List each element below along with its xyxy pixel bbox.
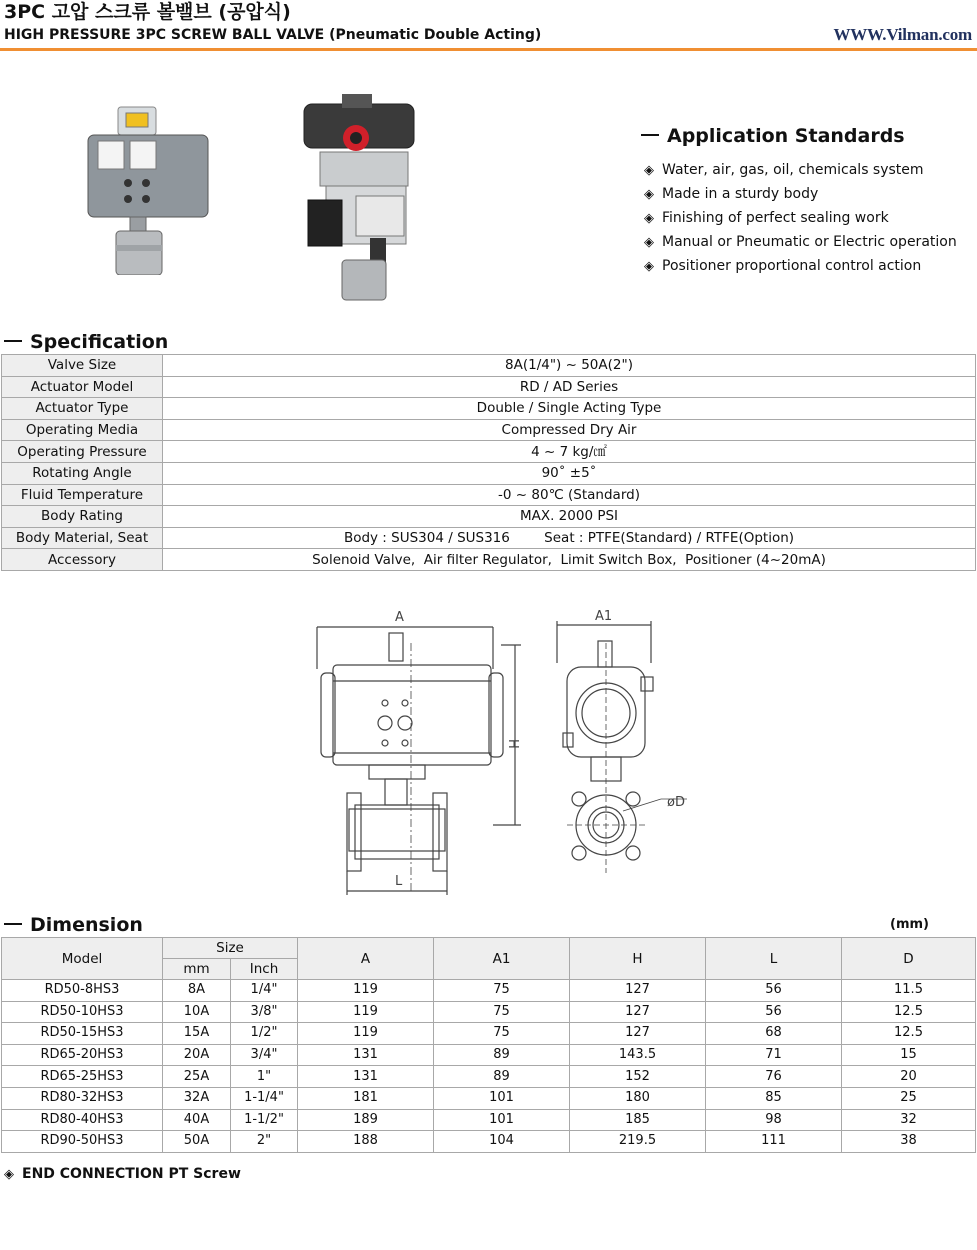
dim-label-h: H — [505, 739, 520, 749]
spec-value: MAX. 2000 PSI — [163, 506, 976, 528]
column-header-a: A — [298, 938, 434, 980]
table-row — [2, 355, 976, 377]
list-item: ◈ Positioner proportional control action — [644, 254, 957, 278]
end-connection-note: ◈ END CONNECTION PT Screw — [4, 1166, 241, 1182]
product-photo-accessories — [290, 88, 430, 303]
spec-value: 4 ~ 7 kg/㎠ — [163, 441, 976, 463]
specification-heading: Specification — [4, 331, 168, 353]
table-header-row — [2, 938, 976, 959]
spec-value: Body : SUS304 / SUS316 Seat : PTFE(Standard) / RTFE(Option) — [163, 527, 976, 549]
dim-label-d: øD — [667, 795, 685, 810]
dimension-table — [1, 937, 976, 1153]
table-row: RD65-25HS3 25A 1" 131 89 152 76 20 — [2, 1066, 976, 1088]
table-row: RD90-50HS3 50A 2" 188 104 219.5 111 38 — [2, 1131, 976, 1153]
header-divider — [0, 48, 977, 51]
spec-label: Fluid Temperature — [2, 484, 163, 506]
technical-drawing — [305, 603, 695, 895]
diamond-bullet-icon: ◈ — [644, 211, 654, 226]
spec-value: RD / AD Series — [163, 376, 976, 398]
drawing-front-view — [317, 610, 521, 895]
table-row — [2, 398, 976, 420]
table-row: RD80-40HS3 40A 1-1/2" 189 101 185 98 32 — [2, 1109, 976, 1131]
list-item: ◈ Manual or Pneumatic or Electric operation — [644, 230, 957, 254]
drawing-side-view — [557, 609, 687, 873]
spec-label: Body Material, Seat — [2, 527, 163, 549]
application-heading: Application Standards — [641, 125, 905, 147]
column-header-a1: A1 — [434, 938, 570, 980]
website-link[interactable]: WWW.Vilman.com — [833, 25, 972, 44]
dim-label-a1: A1 — [595, 609, 613, 624]
table-row: RD50-15HS3 15A 1/2" 119 75 127 68 12.5 — [2, 1023, 976, 1045]
table-row — [2, 419, 976, 441]
application-list — [644, 158, 957, 278]
product-photo-actuator — [80, 105, 215, 275]
list-item: ◈ Finishing of perfect sealing work — [644, 206, 957, 230]
diamond-bullet-icon: ◈ — [4, 1167, 14, 1182]
page-title-english: HIGH PRESSURE 3PC SCREW BALL VALVE (Pneumatic Double Acting) — [4, 27, 542, 43]
spec-label: Valve Size — [2, 355, 163, 377]
spec-label: Body Rating — [2, 506, 163, 528]
column-header-l: L — [706, 938, 842, 980]
table-row — [2, 549, 976, 571]
column-header-size: Size — [163, 938, 298, 959]
spec-value: -0 ~ 80℃ (Standard) — [163, 484, 976, 506]
spec-label: Accessory — [2, 549, 163, 571]
column-header-h: H — [570, 938, 706, 980]
spec-value: 8A(1/4") ~ 50A(2") — [163, 355, 976, 377]
column-header-inch: Inch — [231, 959, 298, 980]
table-row — [2, 484, 976, 506]
spec-value: 90˚ ±5˚ — [163, 462, 976, 484]
spec-label: Actuator Type — [2, 398, 163, 420]
list-item: ◈ Water, air, gas, oil, chemicals system — [644, 158, 957, 182]
unit-label: (mm) — [890, 917, 929, 932]
dim-label-a: A — [395, 610, 404, 625]
list-item: ◈ Made in a sturdy body — [644, 182, 957, 206]
table-row: RD80-32HS3 32A 1-1/4" 181 101 180 85 25 — [2, 1087, 976, 1109]
table-row — [2, 462, 976, 484]
table-row — [2, 527, 976, 549]
column-header-d: D — [842, 938, 976, 980]
spec-value: Double / Single Acting Type — [163, 398, 976, 420]
spec-value: Compressed Dry Air — [163, 419, 976, 441]
diamond-bullet-icon: ◈ — [644, 187, 654, 202]
column-header-mm: mm — [163, 959, 231, 980]
spec-value: Solenoid Valve, Air filter Regulator, Limit Switch Box, Positioner (4~20mA) — [163, 549, 976, 571]
spec-label: Actuator Model — [2, 376, 163, 398]
diamond-bullet-icon: ◈ — [644, 235, 654, 250]
dimension-heading: Dimension — [4, 914, 143, 936]
table-row: RD50-10HS3 10A 3/8" 119 75 127 56 12.5 — [2, 1001, 976, 1023]
table-row — [2, 441, 976, 463]
diamond-bullet-icon: ◈ — [644, 259, 654, 274]
spec-label: Operating Media — [2, 419, 163, 441]
dim-label-l: L — [395, 874, 403, 889]
column-header-model: Model — [2, 938, 163, 980]
table-row — [2, 376, 976, 398]
page-title-korean: 3PC 고압 스크류 볼밸브 (공압식) — [4, 1, 291, 23]
diamond-bullet-icon: ◈ — [644, 163, 654, 178]
specification-table — [1, 354, 976, 571]
table-row — [2, 506, 976, 528]
table-row: RD50-8HS3 8A 1/4" 119 75 127 56 11.5 — [2, 980, 976, 1002]
table-row: RD65-20HS3 20A 3/4" 131 89 143.5 71 15 — [2, 1044, 976, 1066]
spec-label: Rotating Angle — [2, 462, 163, 484]
spec-label: Operating Pressure — [2, 441, 163, 463]
